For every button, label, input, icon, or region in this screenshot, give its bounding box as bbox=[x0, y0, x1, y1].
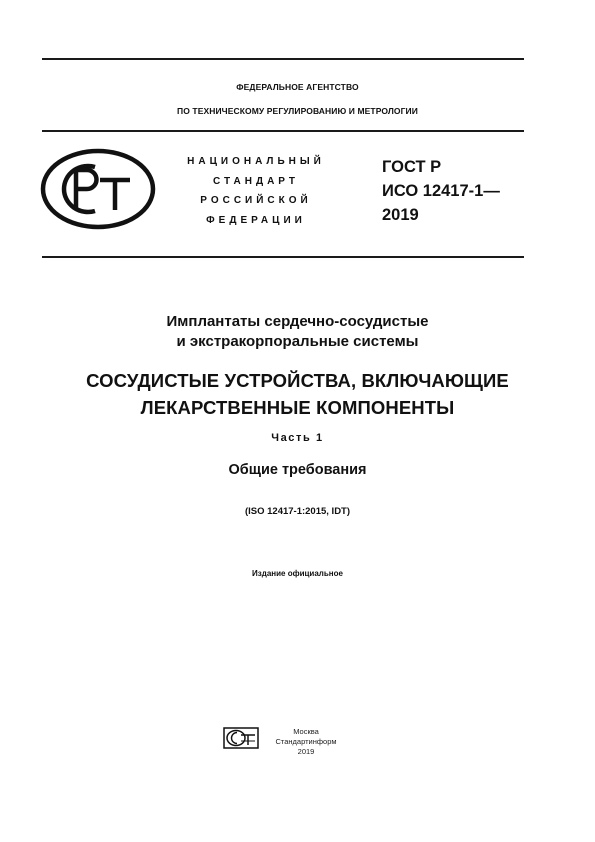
part-subtitle: Общие требования bbox=[228, 462, 367, 478]
edition-note: Издание официальное bbox=[252, 569, 343, 578]
header-bottom-rule bbox=[42, 256, 524, 258]
gost-r-logo-icon bbox=[40, 148, 156, 230]
agency-line-2: ПО ТЕХНИЧЕСКОМУ РЕГУЛИРОВАНИЮ И МЕТРОЛОГИИ bbox=[177, 106, 418, 116]
national-standard-line-4: ФЕДЕРАЦИИ bbox=[206, 214, 306, 226]
publisher-name: Стандартинформ bbox=[275, 737, 337, 746]
national-standard-line-2: СТАНДАРТ bbox=[213, 175, 299, 187]
top-rule bbox=[42, 58, 524, 60]
publisher-city: Москва bbox=[293, 727, 319, 736]
national-standard-line-1: НАЦИОНАЛЬНЫЙ bbox=[187, 156, 325, 167]
general-title-line-2: и экстракорпоральные системы bbox=[176, 333, 419, 350]
iso-reference: (ISO 12417-1:2015, IDT) bbox=[244, 506, 351, 517]
designation-line-1: ГОСТ Р bbox=[382, 158, 442, 176]
main-title-line-1: СОСУДИСТЫЕ УСТРОЙСТВА, ВКЛЮЧАЮЩИЕ bbox=[86, 370, 509, 391]
designation-line-2: ИСО 12417-1— bbox=[382, 182, 500, 200]
publisher-block bbox=[256, 727, 356, 757]
national-standard-line-3: РОССИЙСКОЙ bbox=[200, 195, 312, 206]
main-title-line-2: ЛЕКАРСТВЕННЫЕ КОМПОНЕНТЫ bbox=[140, 397, 455, 418]
publisher-year: 2019 bbox=[297, 747, 315, 756]
standard-designation bbox=[382, 155, 500, 227]
general-title-line-1: Имплантаты сердечно-сосудистые bbox=[166, 313, 429, 330]
national-standard-label bbox=[150, 152, 362, 230]
agency-divider bbox=[42, 130, 524, 132]
agency-line-1: ФЕДЕРАЛЬНОЕ АГЕНТСТВО bbox=[236, 82, 359, 92]
publisher-logo-icon bbox=[223, 727, 259, 749]
part-number: Часть 1 bbox=[271, 432, 324, 444]
designation-line-3: 2019 bbox=[382, 206, 419, 224]
